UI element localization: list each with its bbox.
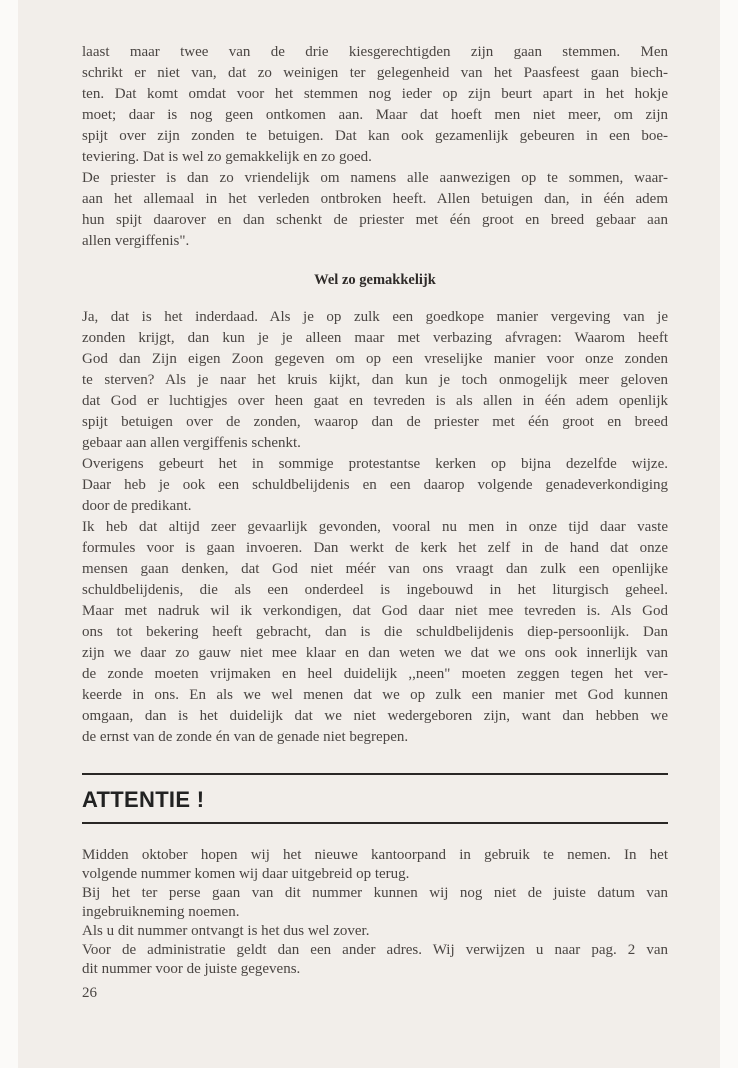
text-line: omgaan, dan is het duidelijk dat we niet wedergeboren zijn, want dan hebben we <box>82 708 668 724</box>
text-line: God dan Zijn eigen Zoon gegeven om op een vreselijke manier voor onze zonden <box>82 351 668 367</box>
divider-bottom <box>82 822 668 824</box>
page-number: 26 <box>82 985 97 1001</box>
text-line: aan het allemaal in het verleden ontbroken heeft. Allen betuigen dan, in één adem <box>82 191 668 207</box>
text-line: mensen gaan denken, dat God niet méér van ons vraagt dan zulk een openlijke <box>82 561 668 577</box>
text-line: spijt over zijn zonden te betuigen. Dat kan ook gezamenlijk gebeuren in een boe- <box>82 128 668 144</box>
section-heading: Wel zo gemakkelijk <box>314 272 436 288</box>
notice-title: ATTENTIE ! <box>82 787 205 812</box>
article-block-2 <box>82 307 668 748</box>
text-line: moet; daar is nog geen ontkomen aan. Maar dat hoeft men niet meer, om zijn <box>82 107 668 123</box>
text-line: hun spijt daarover en dan schenkt de priester met één groot en breed gebaar aan <box>82 212 668 228</box>
text-line: zijn we daar zo gauw niet mee klaar en dan weten we dat we ons ook innerlijk van <box>82 645 668 661</box>
text-line: ingebruikneming noemen. <box>82 904 240 920</box>
text-line: formules voor is gaan invoeren. Dan werkt de kerk het zelf in de hand dat onze <box>82 540 668 556</box>
text-line: gebaar aan allen vergiffenis schenkt. <box>82 435 301 451</box>
text-line: teviering. Dat is wel zo gemakkelijk en zo goed. <box>82 149 372 165</box>
text-line: Overigens gebeurt het in sommige protestantse kerken op bijna dezelfde wijze. <box>82 456 668 472</box>
text-line: Midden oktober hopen wij het nieuwe kantoorpand in gebruik te nemen. In het <box>82 847 668 863</box>
text-line: te sterven? Als je naar het kruis kijkt, dan kun je toch onmogelijk meer geloven <box>82 372 668 388</box>
text-line: Maar met nadruk wil ik verkondigen, dat God daar niet mee tevreden is. Als God <box>82 603 668 619</box>
text-line: keerde in ons. En als we wel menen dat we op zulk een manier met God kunnen <box>82 687 668 703</box>
text-line: Daar heb je ook een schuldbelijdenis en een daarop volgende genadeverkondiging <box>82 477 668 493</box>
text-line: schuldbelijdenis, die als een onderdeel is ingebouwd in het liturgisch geheel. <box>82 582 668 598</box>
text-line: De priester is dan zo vriendelijk om namens alle aanwezigen op te sommen, waar- <box>82 170 668 186</box>
text-line: dat God er luchtigjes over heen gaat en tevreden is als allen in één adem openlijk <box>82 393 668 409</box>
text-line: allen vergiffenis". <box>82 233 190 249</box>
text-line: zonden krijgt, dan kun je je alleen maar met verbazing afvragen: Waarom heeft <box>82 330 668 346</box>
article-block-1 <box>82 42 668 252</box>
text-line: Bij het ter perse gaan van dit nummer kunnen wij nog niet de juiste datum van <box>82 885 668 901</box>
text-line: ten. Dat komt omdat voor het stemmen nog ieder op zijn beurt apart in het hokje <box>82 86 668 102</box>
text-line: dit nummer voor de juiste gegevens. <box>82 961 301 977</box>
text-line: de ernst van de zonde én van de genade niet begrepen. <box>82 729 409 745</box>
text-line: de zonde moeten vrijmaken en heel duidelijk ,,neen" moeten zeggen tegen het ver- <box>82 666 668 682</box>
text-line: door de predikant. <box>82 498 192 514</box>
text-line: Als u dit nummer ontvangt is het dus wel zover. <box>82 923 370 939</box>
text-line: schrikt er niet van, dat zo weinigen ter gelegenheid van het Paasfeest gaan biech- <box>82 65 668 81</box>
text-line: ons tot bekering heeft gebracht, dan is die schuldbelijdenis diep-persoonlijk. Dan <box>82 624 668 640</box>
divider-top <box>82 773 668 775</box>
text-line: spijt betuigen over de zonden, waarop dan de priester met één groot en breed <box>82 414 668 430</box>
text-line: Ja, dat is het inderdaad. Als je op zulk een goedkope manier vergeving van je <box>82 309 668 325</box>
text-line: laast maar twee van de drie kiesgerechtigden zijn gaan stemmen. Men <box>82 44 668 60</box>
notice-body <box>82 846 668 979</box>
text-line: volgende nummer komen wij daar uitgebreid op terug. <box>82 866 410 882</box>
text-line: Voor de administratie geldt dan een ander adres. Wij verwijzen u naar pag. 2 van <box>82 942 668 958</box>
text-line: Ik heb dat altijd zeer gevaarlijk gevonden, vooral nu men in onze tijd daar vaste <box>82 519 668 535</box>
